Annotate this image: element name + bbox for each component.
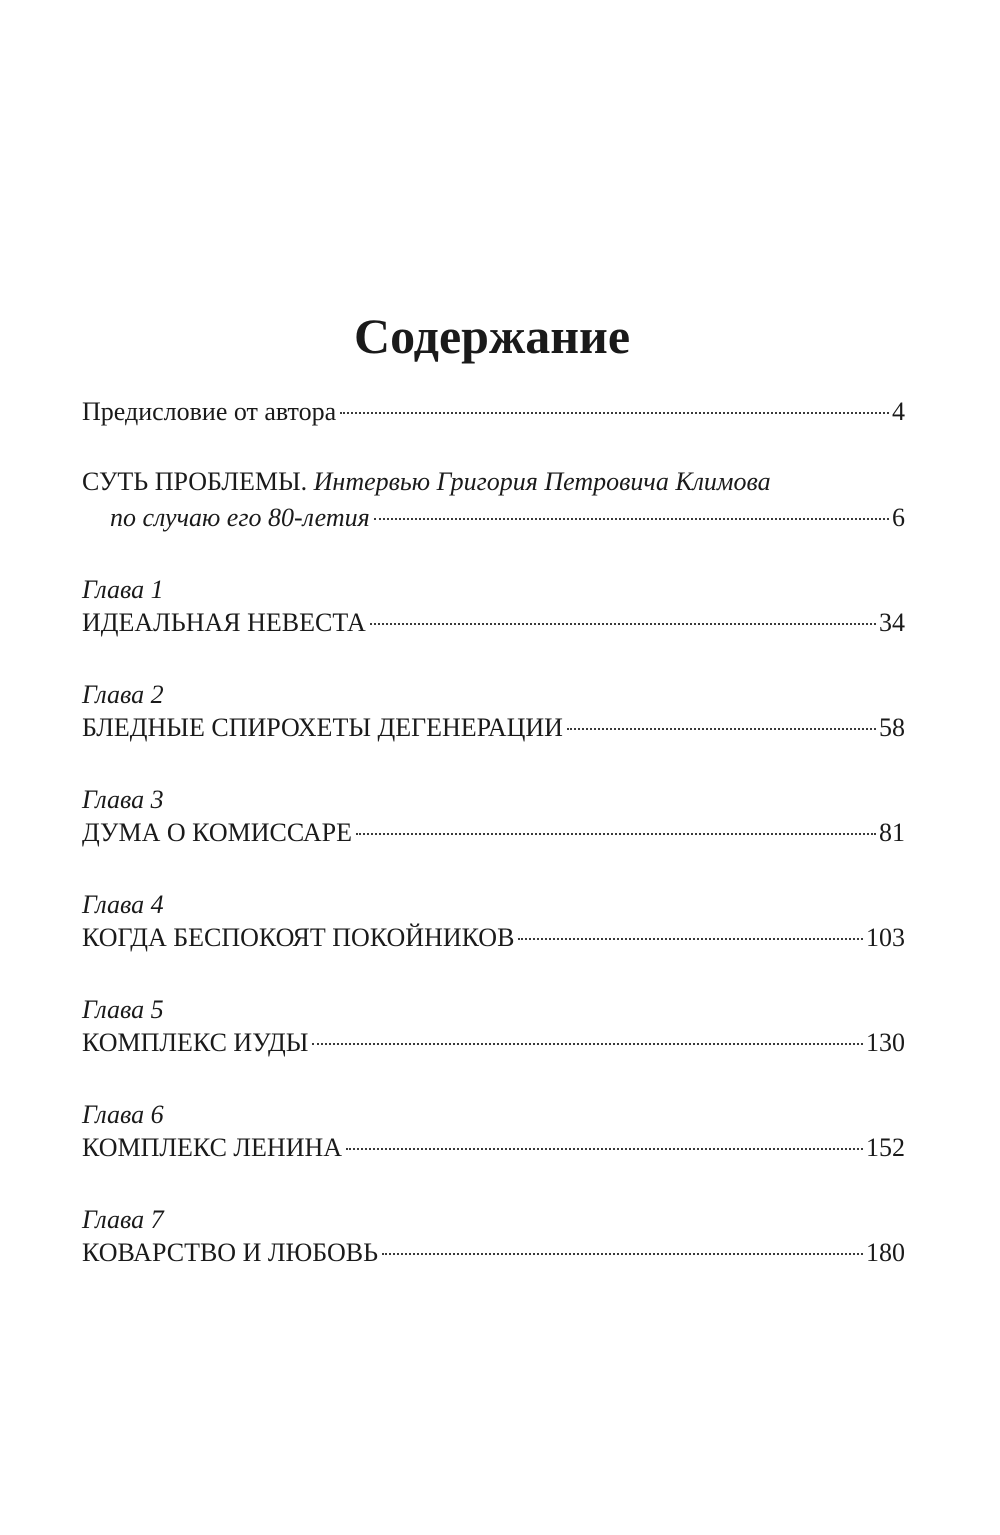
toc-entry-chapter-3[interactable] [82, 816, 905, 850]
toc-entry-page: 130 [866, 1028, 905, 1057]
page-title: Содержание [353, 308, 631, 364]
toc-entry-page: 81 [879, 818, 905, 847]
dot-leader [370, 623, 876, 625]
toc-entry-page: 103 [866, 923, 905, 952]
toc-entry-chapter-1[interactable] [82, 606, 905, 640]
toc-entry-subtitle: по случаю его 80-летия [110, 503, 370, 532]
toc-entry-essence-line2[interactable] [110, 501, 905, 535]
dot-leader [346, 1148, 863, 1150]
dot-leader [518, 938, 863, 940]
toc-entry-title: КОВАРСТВО И ЛЮБОВЬ [82, 1238, 379, 1267]
toc-entry-page: 6 [892, 503, 905, 532]
toc-entry-preface[interactable] [82, 395, 905, 429]
chapter-label: Глава 5 [82, 995, 164, 1024]
toc-entry-page: 34 [879, 608, 905, 637]
toc-entry-page: 180 [866, 1238, 905, 1267]
toc-entry-title: СУТЬ ПРОБЛЕМЫ. [82, 467, 308, 496]
toc-entry-chapter-5[interactable] [82, 1026, 905, 1060]
toc-entry-chapter-7[interactable] [82, 1236, 905, 1270]
dot-leader [567, 728, 876, 730]
toc-entry-title: КОГДА БЕСПОКОЯТ ПОКОЙНИКОВ [82, 923, 515, 952]
dot-leader [374, 518, 889, 520]
toc-entry-title: БЛЕДНЫЕ СПИРОХЕТЫ ДЕГЕНЕРАЦИИ [82, 713, 563, 742]
chapter-label: Глава 1 [82, 575, 164, 604]
chapter-label: Глава 6 [82, 1100, 164, 1129]
chapter-label: Глава 2 [82, 680, 164, 709]
toc-entry-title: Предисловие от автора [82, 397, 337, 426]
toc-entry-title: КОМПЛЕКС ЛЕНИНА [82, 1133, 343, 1162]
chapter-label: Глава 7 [82, 1205, 164, 1234]
chapter-label: Глава 4 [82, 890, 164, 919]
toc-entry-subtitle: Интервью Григория Петровича Климова [313, 467, 771, 496]
toc-entry-title: ДУМА О КОМИССАРЕ [82, 818, 353, 847]
toc-entry-essence-line1[interactable] [82, 465, 771, 499]
toc-entry-page: 152 [866, 1133, 905, 1162]
toc-entry-title: КОМПЛЕКС ИУДЫ [82, 1028, 309, 1057]
toc-entry-chapter-2[interactable] [82, 711, 905, 745]
toc-entry-chapter-6[interactable] [82, 1131, 905, 1165]
toc-entry-chapter-4[interactable] [82, 921, 905, 955]
dot-leader [382, 1253, 863, 1255]
toc-entry-page: 4 [892, 397, 905, 426]
toc-entry-page: 58 [879, 713, 905, 742]
dot-leader [312, 1043, 863, 1045]
chapter-label: Глава 3 [82, 785, 164, 814]
toc-entry-title: ИДЕАЛЬНАЯ НЕВЕСТА [82, 608, 366, 637]
dot-leader [340, 412, 889, 414]
dot-leader [356, 833, 876, 835]
